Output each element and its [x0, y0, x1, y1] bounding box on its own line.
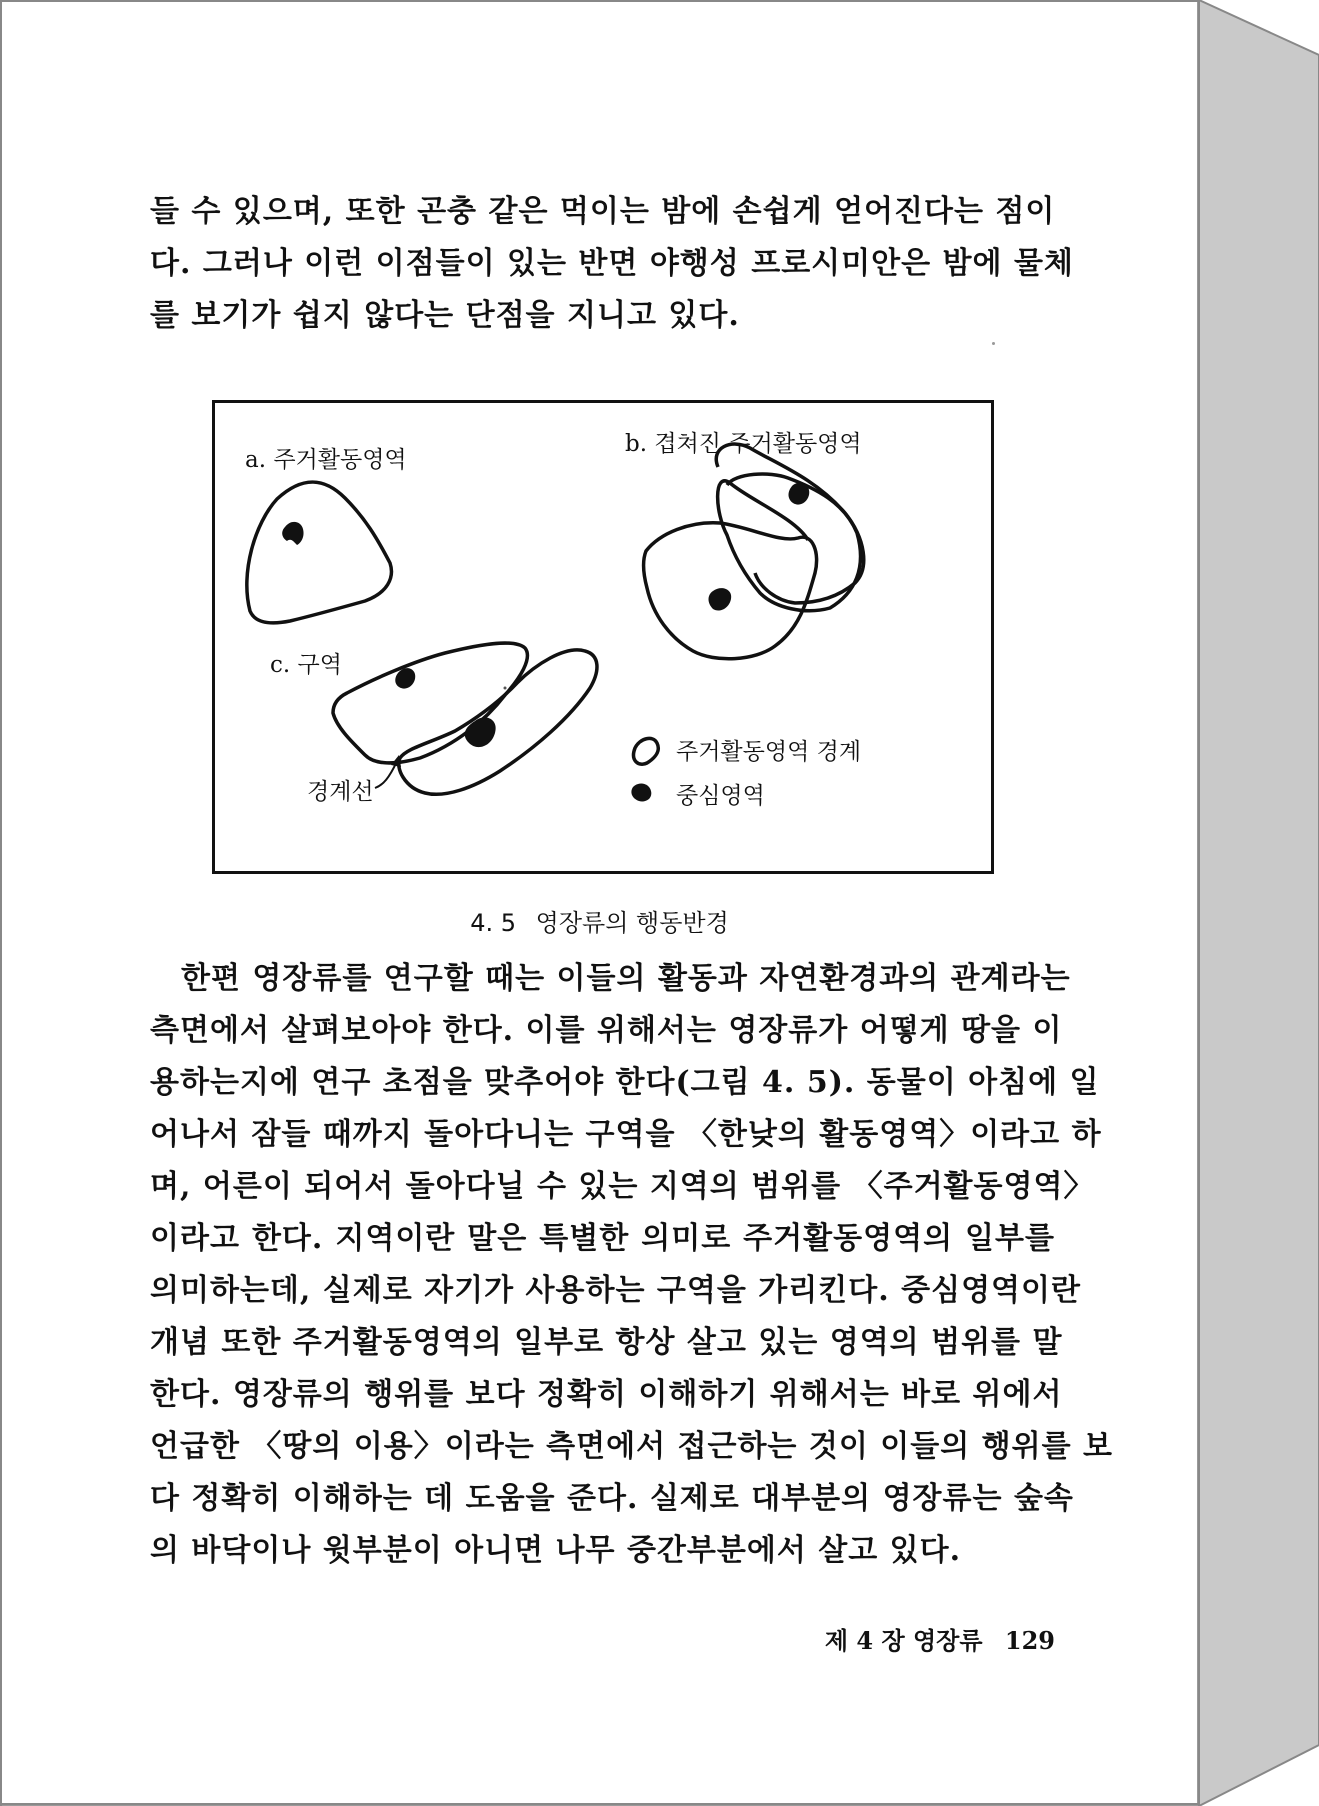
text-line: 다 정확히 이해하는 데 도움을 준다. 실제로 대부분의 영장류는 숲속	[150, 1481, 1074, 1516]
core-area-c1	[395, 668, 415, 688]
core-area-b1	[789, 483, 810, 505]
territory-right-boundary	[399, 650, 597, 794]
text-line: 의 바닥이나 윗부분이 아니면 나무 중간부분에서 살고 있다.	[150, 1533, 962, 1568]
label-territory: c. 구역	[270, 652, 342, 678]
home-range-a-boundary	[247, 482, 392, 623]
caption-number: 4. 5	[470, 909, 517, 937]
page-footer	[700, 1621, 1055, 1656]
label-home-range: a. 주거활동영역	[245, 447, 407, 473]
text-line: 를 보기가 쉽지 않다는 단점을 지니고 있다.	[150, 298, 740, 333]
text-line: 다. 그러나 이런 이점들이 있는 반면 야행성 프로시미안은 밤에 물체	[150, 246, 1074, 281]
figure-home-range	[212, 400, 994, 874]
text-line: 용하는지에 연구 초점을 맞추어야 한다(그림 4. 5). 동물이 아침에 일	[150, 1065, 1100, 1100]
label-boundary-line: 경계선	[307, 779, 374, 805]
running-head-chapter: 제 4 장 영장류	[824, 1626, 983, 1655]
text-line: 어나서 잠들 때까지 돌아다니는 구역을 〈한낮의 활동영역〉이라고 하	[150, 1117, 1102, 1152]
core-area-a	[282, 522, 303, 545]
text-line: 의미하는데, 실제로 자기가 사용하는 구역을 가리킨다. 중심영역이란	[150, 1273, 1081, 1308]
text-line: 측면에서 살펴보아야 한다. 이를 위해서는 영장류가 어떻게 땅을 이	[150, 1013, 1063, 1048]
text-line: 한편 영장류를 연구할 때는 이들의 활동과 자연환경과의 관계라는	[150, 961, 1071, 996]
top-paragraph	[150, 186, 1074, 342]
body-paragraph	[150, 953, 1114, 1577]
text-line: 한다. 영장류의 행위를 보다 정확히 이해하기 위해서는 바로 위에서	[150, 1377, 1063, 1412]
text-line: 들 수 있으며, 또한 곤충 같은 먹이는 밤에 손쉽게 얻어진다는 점이	[150, 194, 1056, 229]
scan-speck	[992, 342, 995, 345]
legend-boundary-text: 주거활동영역 경계	[676, 739, 862, 765]
label-overlapping-home-range: b. 겹쳐진 주거활동영역	[625, 431, 862, 457]
text-line: 며, 어른이 되어서 돌아다닐 수 있는 지역의 범위를 〈주거활동영역〉	[150, 1169, 1095, 1204]
legend-core-glyph	[631, 784, 651, 802]
caption-title: 영장류의 행동반경	[535, 909, 729, 937]
territory-left-boundary	[333, 643, 527, 763]
legend-core-text: 중심영역	[676, 783, 765, 809]
page-number: 129	[1004, 1626, 1055, 1655]
figure-caption	[0, 903, 1199, 938]
text-line: 이라고 한다. 지역이란 말은 특별한 의미로 주거활동영역의 일부를	[150, 1221, 1055, 1256]
core-area-b2	[709, 588, 732, 610]
text-line: 개념 또한 주거활동영역의 일부로 항상 살고 있는 영역의 범위를 말	[150, 1325, 1063, 1360]
text-line: 언급한 〈땅의 이용〉이라는 측면에서 접근하는 것이 이들의 행위를 보	[150, 1429, 1114, 1464]
legend-boundary-glyph	[634, 738, 659, 764]
